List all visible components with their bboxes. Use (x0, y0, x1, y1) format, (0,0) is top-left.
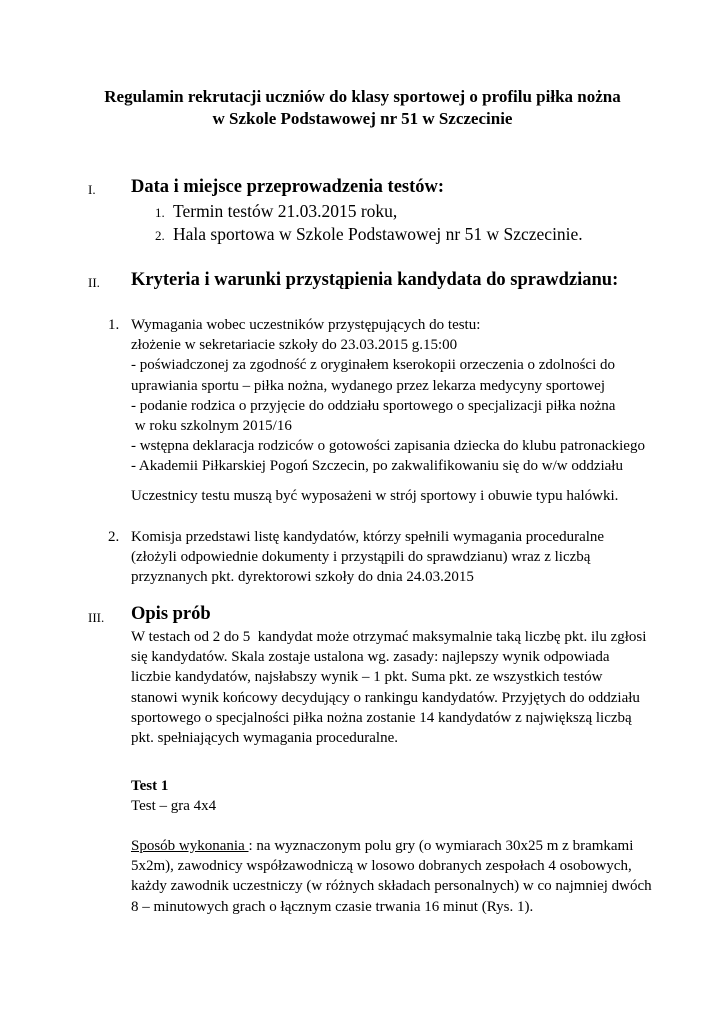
text-line: przyznanych pkt. dyrektorowi szkoły do dnia 24.03.2015 (131, 569, 474, 586)
section-1-heading: Data i miejsce przeprowadzenia testów: (131, 177, 445, 197)
document-title-line-1: Regulamin rekrutacji uczniów do klasy sportowej o profilu piłka nożna (104, 87, 621, 106)
section-2-item-1-note: Uczestnicy testu muszą być wyposażeni w strój sportowy i obuwie typu halówki. (131, 488, 619, 504)
text-line: w roku szkolnym 2015/16 (131, 418, 292, 435)
section-2-numeral: II. (88, 275, 100, 290)
text-line: W testach od 2 do 5 kandydat może otrzymać maksymalnie taką liczbę pkt. ilu zgłosi (131, 629, 647, 645)
text-line: sportowego o specjalności piłka nożna zostanie 14 kandydatów z największą liczbą (131, 709, 632, 726)
section-2-item-1-number: 1. (108, 317, 120, 333)
section-2-item-2-body (131, 527, 604, 588)
text-line: (złożyli odpowiednie dokumenty i przystąpili do sprawdzianu) wraz z liczbą (131, 549, 591, 566)
text-line: uprawiania sportu – piłka nożna, wydanego przez lekarza medycyny sportowej (131, 377, 605, 394)
text-line: liczbie kandydatów, najsłabszy wynik – 1 pkt. Suma pkt. ze wszystkich testów (131, 669, 603, 686)
section-3-numeral: III. (88, 610, 105, 625)
text-line: się kandydatów. Skala zostaje ustalona wg. zasady: najlepszy wynik odpowiada (131, 649, 610, 666)
section-2-item-1-body (131, 315, 645, 477)
text-line: 8 – minutowych grach o łącznym czasie trwania 16 minut (Rys. 1). (131, 898, 534, 915)
text-line: - Akademii Piłkarskiej Pogoń Szczecin, po zakwalifikowaniu się do w/w oddziału (131, 458, 623, 475)
text-line: Wymagania wobec uczestników przystępujących do testu: (131, 317, 481, 333)
text-line: każdy zawodnik uczestniczy (w różnych składach personalnych) w co najmniej dwóch (131, 878, 652, 895)
text-line: - podanie rodzica o przyjęcie do oddziału sportowego o specjalizacji piłka nożna (131, 397, 616, 414)
test-1-subtitle: Test – gra 4x4 (131, 798, 217, 814)
section-1-item-2-text: Hala sportowa w Szkole Podstawowej nr 51 w Szczecinie. (173, 224, 583, 244)
text-line: złożenie w sekretariacie szkoły do 23.03.2015 g.15:00 (131, 337, 458, 354)
section-3-body (131, 627, 646, 748)
section-2-heading: Kryteria i warunki przystąpienia kandydata do sprawdzianu: (131, 270, 619, 290)
text-line: 5x2m), zawodnicy współzawodniczą w losowo dobranych zespołach 4 osobowych, (131, 858, 632, 875)
section-1-item-1-text: Termin testów 21.03.2015 roku, (173, 201, 398, 221)
text-line: - poświadczonej za zgodność z oryginałem kserokopii orzeczenia o zdolności do (131, 357, 615, 374)
section-1-numeral: I. (88, 182, 96, 197)
test-1-method (131, 836, 652, 917)
section-1-item-2-number: 2. (155, 228, 165, 243)
method-label: Sposób wykonania (131, 838, 249, 854)
text-line: pkt. spełniających wymagania proceduralne. (131, 730, 398, 747)
text-line: Komisja przedstawi listę kandydatów, którzy spełnili wymagania proceduralne (131, 529, 605, 545)
text-line: stanowi wynik końcowy decydujący o rankingu kandydatów. Przyjętych do oddziału (131, 689, 640, 706)
section-2-item-2-number: 2. (108, 529, 120, 545)
section-1-item-1-number: 1. (155, 205, 165, 220)
text-line (131, 836, 652, 856)
text-line: - wstępna deklaracja rodziców o gotowości zapisania dziecka do klubu patronackiego (131, 438, 645, 455)
test-1-heading: Test 1 (131, 778, 169, 794)
document-title-line-2: w Szkole Podstawowej nr 51 w Szczecinie (212, 109, 513, 128)
section-3-heading: Opis prób (131, 604, 211, 624)
method-text: : na wyznaczonym polu gry (o wymiarach 30x25 m z bramkami (248, 838, 634, 854)
